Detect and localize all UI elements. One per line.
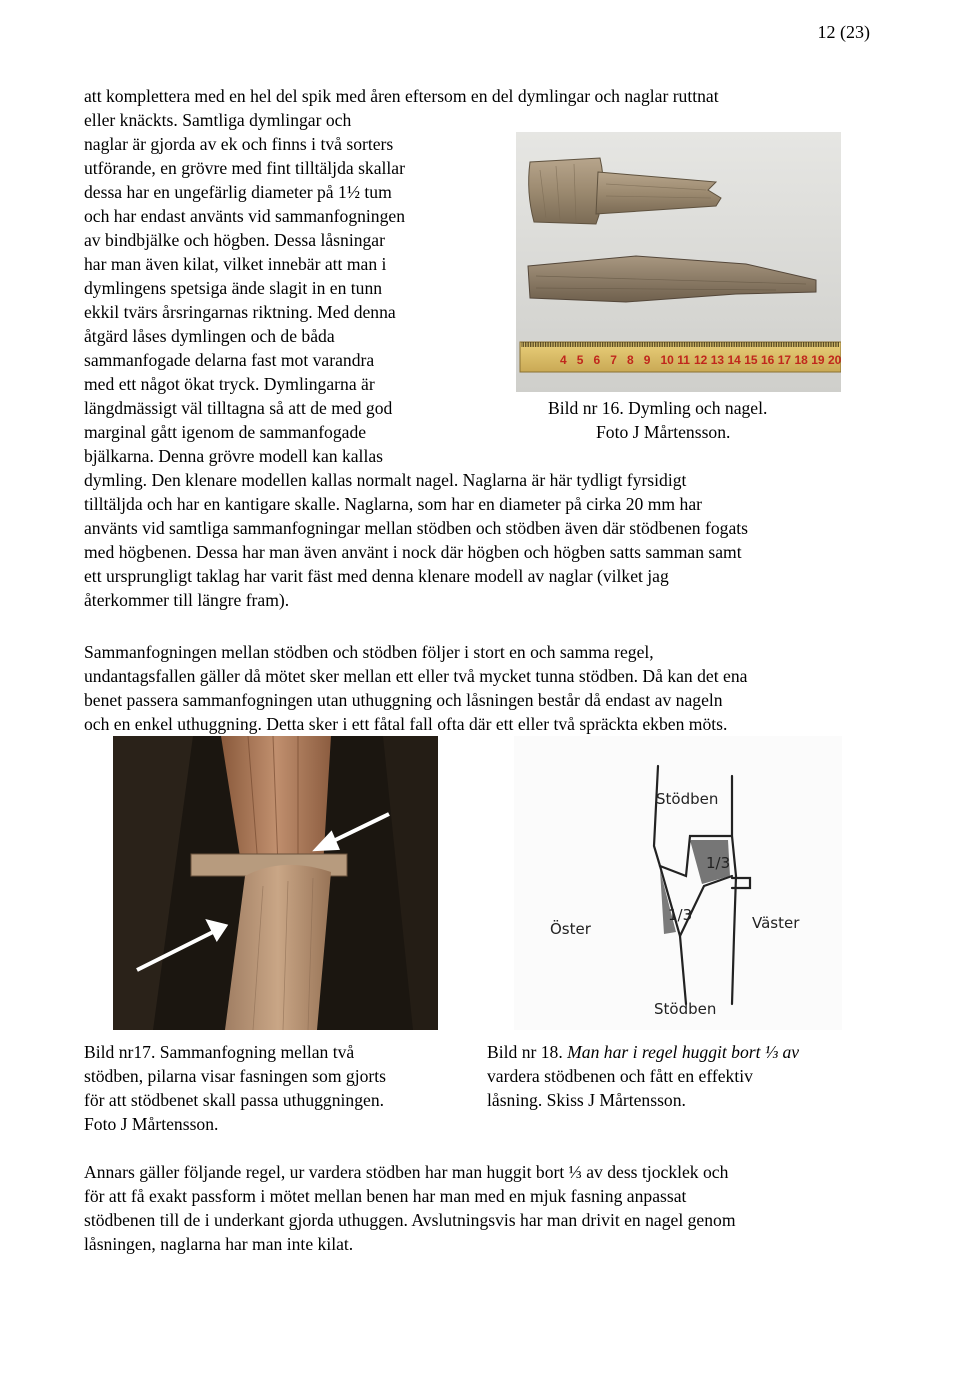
figure-18-caption-italic: Man har i regel huggit bort ⅓ av xyxy=(567,1042,800,1062)
text-line: marginal gått igenom de sammanfogade xyxy=(84,422,367,442)
figure-17-photo xyxy=(113,736,438,1030)
text-line: ekkil tvärs årsringarnas riktning. Med denna xyxy=(84,302,396,322)
text-line: återkommer till längre fram). xyxy=(84,590,290,610)
text-line: stödbenen till de i underkant gjorda uthuggen. Avslutningsvis har man drivit en nagel genom xyxy=(84,1210,736,1230)
label-oster: Öster xyxy=(550,920,591,938)
text-line: eller knäckts. Samtliga dymlingar och xyxy=(84,110,352,130)
ruler-number: 15 xyxy=(744,353,758,367)
text-line: bjälkarna. Denna grövre modell kan kallas xyxy=(84,446,383,466)
figure-17-caption-3: för att stödbenet skall passa uthuggningen. xyxy=(84,1090,385,1110)
page-number: 12 (23) xyxy=(817,22,870,42)
text-line: använts vid samtliga sammanfogningar mellan stödben och stödben även där stödbenen fogats xyxy=(84,518,749,538)
text-line: åtgärd låses dymlingen och de båda xyxy=(84,326,335,346)
text-line: benet passera sammanfogningen utan uthuggning och låsningen består då endast av nageln xyxy=(84,690,723,710)
text-line: av bindbjälke och högben. Dessa låsningar xyxy=(84,230,385,250)
label-stodben-top: Stödben xyxy=(656,790,719,808)
text-line: med ett något ökat tryck. Dymlingarna är xyxy=(84,374,375,394)
figure-17-caption-1: Bild nr17. Sammanfogning mellan två xyxy=(84,1042,355,1062)
dymling-head xyxy=(529,158,604,224)
text-line: Annars gäller följande regel, ur vardera stödben har man huggit bort ⅓ av dess tjocklek och xyxy=(84,1162,729,1182)
text-line: har man även kilat, vilket innebär att man i xyxy=(84,254,387,274)
label-stodben-bottom: Stödben xyxy=(654,1000,717,1018)
figure-18-sketch xyxy=(514,736,842,1030)
ruler-number: 20 xyxy=(828,353,841,367)
text-line: naglar är gjorda av ek och finns i två sorters xyxy=(84,134,394,154)
label-third-lower: 1/3 xyxy=(668,906,693,924)
text-line: dymlingens spetsiga ände slagit in en tunn xyxy=(84,278,383,298)
text-line: dessa har en ungefärlig diameter på 1½ tum xyxy=(84,182,392,202)
ruler-number: 12 xyxy=(694,353,708,367)
ruler-number: 17 xyxy=(777,353,792,367)
figure-18-caption-1 xyxy=(487,1040,799,1064)
text-line: längdmässigt väl tilltagna så att de med god xyxy=(84,398,393,418)
ruler-number: 10 xyxy=(660,353,674,367)
stodben-sketch xyxy=(514,736,842,1030)
text-line: och en enkel uthuggning. Detta sker i ett fåtal fall ofta där ett eller två spräckta ekben möts. xyxy=(84,714,728,734)
figure-18-caption-3: låsning. Skiss J Mårtensson. xyxy=(487,1090,686,1110)
ruler-number: 7 xyxy=(610,353,617,367)
ruler-number: 8 xyxy=(627,353,634,367)
text-line: ett ursprungligt taklag har varit fäst med denna klenare modell av naglar (vilket jag xyxy=(84,566,669,586)
figure-16-caption-2: Foto J Mårtensson. xyxy=(596,422,731,442)
ruler-number: 16 xyxy=(761,353,775,367)
ruler-number: 5 xyxy=(576,353,584,367)
text-line: undantagsfallen gäller då mötet sker mellan ett eller två mycket tunna stödben. Då kan det ena xyxy=(84,666,748,686)
text-line: tilltäljda och har en kantigare skalle. Naglarna, som har en diameter på cirka 20 mm har xyxy=(84,494,702,514)
text-line: sammanfogade delarna fast mot varandra xyxy=(84,350,375,370)
figure-17-caption-4: Foto J Mårtensson. xyxy=(84,1114,219,1134)
ruler-number: 11 xyxy=(677,353,690,367)
ruler-number: 9 xyxy=(643,353,651,367)
text-line: Sammanfogningen mellan stödben och stödben följer i stort en och samma regel, xyxy=(84,642,654,662)
text-line: låsningen, naglarna har man inte kilat. xyxy=(84,1234,354,1254)
text-line: med högbenen. Dessa har man även använt i nock där högben och högben satts samman samt xyxy=(84,542,742,562)
ruler-number: 14 xyxy=(727,353,741,367)
text-line: och har endast använts vid sammanfogningen xyxy=(84,206,406,226)
text-line: för att få exakt passform i mötet mellan benen har man med en mjuk fasning anpassat xyxy=(84,1186,687,1206)
text-line: dymling. Den klenare modellen kallas normalt nagel. Naglarna är här tydligt fyrsidigt xyxy=(84,470,687,490)
label-third-upper: 1/3 xyxy=(706,854,731,872)
label-vaster: Väster xyxy=(752,914,800,932)
joint-photo xyxy=(113,736,438,1030)
ruler-number: 4 xyxy=(560,353,567,367)
text-line: utförande, en grövre med fint tilltäljda skallar xyxy=(84,158,405,178)
text-line: att komplettera med en hel del spik med åren eftersom en del dymlingar och naglar ruttnat xyxy=(84,86,719,106)
ruler-number: 19 xyxy=(811,353,825,367)
figure-16-caption-1: Bild nr 16. Dymling och nagel. xyxy=(548,398,768,418)
figure-16-photo xyxy=(516,132,841,392)
figure-18-caption-prefix: Bild nr 18. xyxy=(487,1042,568,1062)
ruler-number: 13 xyxy=(710,353,725,367)
ruler-number: 18 xyxy=(794,353,808,367)
ruler-number: 6 xyxy=(593,353,601,367)
figure-17-caption-2: stödben, pilarna visar fasningen som gjorts xyxy=(84,1066,386,1086)
dymling-nagel-photo xyxy=(516,132,841,392)
figure-18-caption-2: vardera stödbenen och fått en effektiv xyxy=(487,1066,753,1086)
